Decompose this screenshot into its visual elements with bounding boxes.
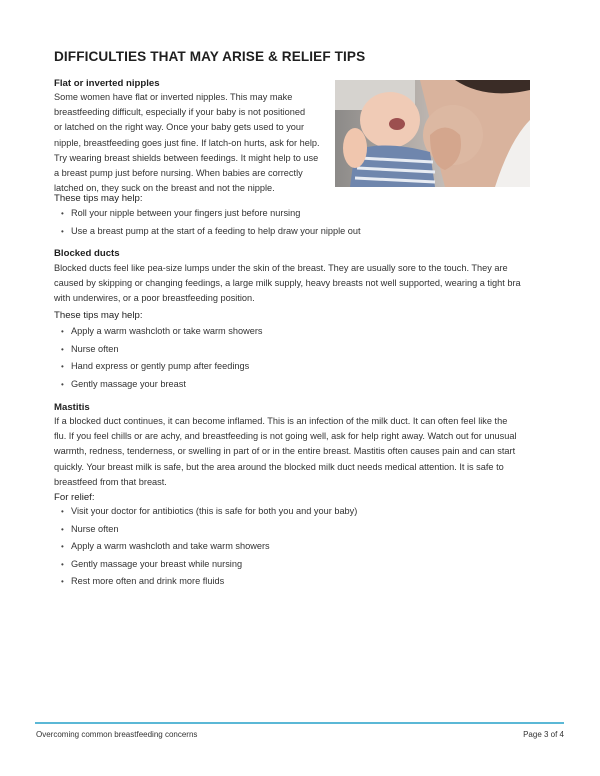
list-item: [54, 205, 361, 223]
bullet-icon: •: [61, 379, 64, 389]
section-paragraph-flat-nipples: [54, 90, 320, 196]
paragraph-line: with underwires, or a poor breastfeeding position.: [54, 293, 255, 304]
list-item-text: Gently massage your breast while nursing: [71, 558, 243, 569]
list-item: [54, 358, 262, 376]
tips-list-blocked-ducts: [54, 323, 262, 393]
footer-document-title: Overcoming common breastfeeding concerns: [36, 730, 198, 739]
list-item: [54, 503, 357, 521]
bullet-icon: •: [61, 507, 64, 516]
list-item-text: Use a breast pump at the start of a feeding to help draw your nipple out: [71, 225, 361, 236]
photo-illustration: [335, 80, 530, 187]
breastfeeding-photo: [335, 80, 530, 187]
section-heading-mastitis: Mastitis: [54, 402, 90, 413]
bullet-icon: •: [61, 577, 64, 587]
paragraph-line: warmth, redness, tenderness, or swelling in part of or in the entire breast. Mastitis often causes pain and can start: [54, 446, 516, 457]
list-item-text: Visit your doctor for antibiotics (this is safe for both you and your baby): [71, 506, 358, 516]
list-item-text: Nurse often: [71, 343, 119, 354]
bullet-icon: •: [61, 226, 64, 236]
list-item-text: Rest more often and drink more fluids: [71, 576, 225, 587]
bullet-icon: •: [61, 344, 64, 354]
bullet-icon: •: [61, 559, 64, 569]
list-item-text: Apply a warm washcloth and take warm showers: [71, 541, 270, 552]
list-item-text: Gently massage your breast: [71, 378, 186, 389]
tips-list-flat-nipples: [54, 205, 361, 240]
section-heading-blocked-ducts: Blocked ducts: [54, 248, 120, 259]
list-item: [54, 521, 357, 539]
list-item: [54, 323, 262, 341]
paragraph-line: nipple, breastfeeding goes just fine. If latch-on hurts, ask for help.: [54, 137, 320, 148]
paragraph-line: breastfeed from that breast.: [54, 476, 167, 487]
section-paragraph-mastitis: [54, 414, 517, 490]
tips-label-flat-nipples: These tips may help:: [54, 193, 143, 204]
paragraph-line: a breast pump just before nursing. When babies are correctly: [54, 168, 303, 179]
footer-divider: [35, 722, 564, 724]
paragraph-line: Some women have flat or inverted nipples. This may make: [54, 92, 293, 102]
tips-list-mastitis: [54, 503, 357, 591]
bullet-icon: •: [61, 542, 64, 552]
list-item: [54, 376, 262, 394]
bullet-icon: •: [61, 327, 64, 336]
list-item-text: Roll your nipple between your fingers just before nursing: [71, 208, 301, 218]
list-item: [54, 573, 357, 591]
list-item: [54, 223, 361, 241]
paragraph-line: Blocked ducts feel like pea-size lumps under the skin of the breast. They are usually sore to the touch. They are: [54, 263, 508, 273]
paragraph-line: latched on, they suck on the breast and not the nipple.: [54, 183, 275, 194]
paragraph-line: If a blocked duct continues, it can become inflamed. This is an infection of the milk duct. It can often feel like the: [54, 416, 508, 426]
list-item-text: Hand express or gently pump after feedings: [71, 361, 250, 372]
footer-page-number: Page 3 of 4: [523, 730, 564, 739]
list-item: [54, 556, 357, 574]
list-item-text: Apply a warm washcloth or take warm showers: [71, 326, 263, 336]
paragraph-line: quickly. Your breast milk is safe, but the area around the blocked milk duct needs medical attention. It is safe to: [54, 461, 504, 472]
list-item-text: Nurse often: [71, 523, 119, 534]
bullet-icon: •: [61, 362, 64, 372]
bullet-icon: •: [61, 524, 64, 534]
tips-label-blocked-ducts: These tips may help:: [54, 310, 143, 321]
paragraph-line: Try wearing breast shields between feedings. It might help to use: [54, 152, 319, 163]
section-heading-flat-nipples: Flat or inverted nipples: [54, 78, 160, 89]
paragraph-line: flu. If you feel chills or are achy, and breastfeeding is not going well, ask for help right away. Watch out for unusual: [54, 431, 517, 442]
page-title: DIFFICULTIES THAT MAY ARISE & RELIEF TIPS: [54, 49, 366, 64]
paragraph-line: caused by skipping or changing feedings, a large milk supply, heavy breasts not well supported, wearing a tight bra: [54, 278, 521, 289]
paragraph-line: breastfeeding difficult, especially if your baby is not positioned: [54, 107, 306, 118]
tips-label-mastitis: For relief:: [54, 492, 95, 503]
paragraph-line: or latched on the right way. Once your baby gets used to your: [54, 122, 305, 133]
list-item: [54, 341, 262, 359]
list-item: [54, 538, 357, 556]
section-paragraph-blocked-ducts: [54, 261, 521, 307]
bullet-icon: •: [61, 209, 64, 218]
